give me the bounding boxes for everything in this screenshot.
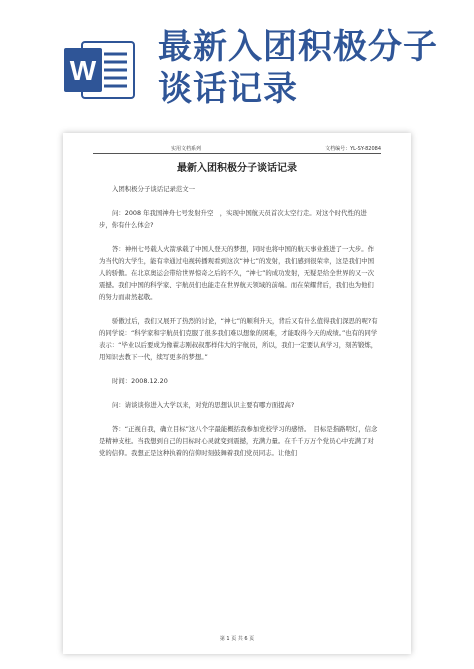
page-header [93,144,381,154]
header-series: 实用文档系列 [171,146,202,152]
banner-title [158,26,438,110]
banner-title-line-2: 谈话记录 [158,69,298,109]
word-document-icon [64,40,136,100]
document-body [99,183,379,459]
page-footer: 第 1 页 共 6 页 [219,636,255,642]
document-page [63,133,411,654]
word-icon-letter: W [69,55,97,86]
paragraph: 时间：2008.12.20 [112,377,168,385]
paragraph: 骄傲过后，我们又展开了热烈的讨论，“神七”的顺利升天，背后又有什么值得我们深思的呢?有的同学说：“科学家和宇航员们克服了很多我们难以想象的困难，才能取得今天的成绩。”也有的同学表示：“毕业以后要成为像翟志刚叔叔那样伟大的宇航员，所以，我们一定要认真学习，刻苦锻炼，用知识去教下一代，续写更多的梦想。” [99,317,378,361]
banner-title-line-1: 最新入团积极分子 [158,27,438,67]
paragraph: 入团积极分子谈话记录范文一 [112,185,196,193]
paragraph: 答：“正视自我，确立目标”这八个字最能概括我参加党校学习的感悟。 目标是指路明灯，信念是精神支柱。当我想到自己的目标时心灵就变到震撼，充满力量。在千千万万个党员心中充满了对党的信仰。我想正是这种执着的信仰时刻鼓舞着我们党员同志。让他们 [99,425,378,457]
paragraph: 答：神州七号载人火箭承载了中国人登天的梦想，同时也将中国的航天事业推进了一大步。作为当代的大学生，能有幸通过电视转播观看到这次“神七”的发射，我们感到很荣幸，这是我们中国人的骄傲。在北京奥运会带给世界惊奇之后的不久，“神七”的成功发射，无疑是给全世界的又一次震撼。我们中国的科学家、宇航员们也能走在世界航天领域的前端。而在荣耀背后，我们也为他们的努力而肃然起敬。 [99,245,375,301]
header-doc-number: 文档编号：YL-SY-82084 [325,146,381,152]
paragraph: 问：请谈谈你进入大学以来，对党的思想认识主要有哪方面提高? [112,401,295,409]
document-title: 最新入团积极分子谈话记录 [177,163,297,174]
paragraph: 问：2008 年我国神舟七号发射升空 ，实现中国航天员首次太空行走。对这个时代性的进步，你有什么体会? [99,209,367,229]
banner [0,0,474,125]
